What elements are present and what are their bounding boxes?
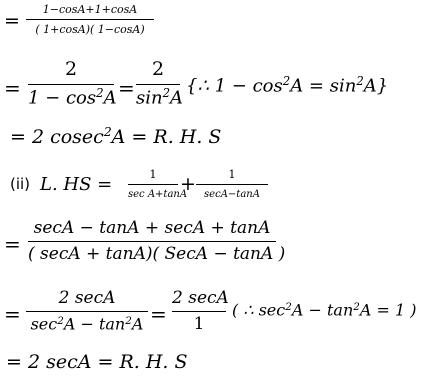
fraction — [172, 286, 229, 336]
denominator: ( 1+cosA)( 1−cosA) — [35, 23, 145, 36]
result: = 2 cosec$^2$A = R. H. S — [10, 125, 222, 148]
equals-sign: = — [118, 76, 135, 100]
denominator: sec A+tanA — [128, 189, 188, 200]
denominator: 1 — [193, 314, 205, 334]
numerator: 1−cosA+1+cosA — [42, 3, 138, 16]
part-label: (ii) — [10, 175, 31, 193]
identity-note: {∴ $1 - \cos^2A = \sin^2A$} — [186, 74, 389, 97]
fraction — [28, 58, 117, 109]
equals-sign: = — [4, 232, 21, 256]
denominator: $1 - \cos^2A$ — [28, 86, 117, 109]
fraction — [196, 164, 268, 206]
equals-sign: = — [150, 302, 167, 326]
numerator: 2 secA — [172, 288, 229, 308]
fraction — [26, 0, 154, 40]
numerator: 2 — [151, 58, 165, 80]
equals-sign: = — [4, 10, 20, 32]
denominator: ( secA + tanA)( SecA − tanA ) — [28, 244, 286, 264]
numerator: 1 — [228, 168, 236, 181]
denominator: $\sin^2A$ — [136, 86, 184, 109]
equals-sign: = — [4, 76, 21, 100]
numerator: 2 — [64, 58, 78, 80]
fraction — [26, 286, 148, 336]
lhs-label: L. HS = — [40, 174, 113, 195]
identity-note: ( ∴ $\sec^2A - \tan^2A = 1$ ) — [232, 300, 417, 320]
numerator: secA − tanA + secA + tanA — [33, 218, 271, 238]
numerator: 2 secA — [58, 288, 116, 308]
equals-sign: = — [4, 302, 21, 326]
fraction — [128, 164, 188, 206]
denominator: $\sec^2A - \tan^2A$ — [30, 314, 144, 334]
numerator: 1 — [149, 168, 157, 181]
result: = 2 secA = R. H. S — [6, 351, 188, 373]
fraction — [28, 216, 286, 266]
fraction — [136, 58, 184, 109]
denominator: secA−tanA — [204, 189, 260, 200]
plus-sign: + — [180, 173, 196, 195]
